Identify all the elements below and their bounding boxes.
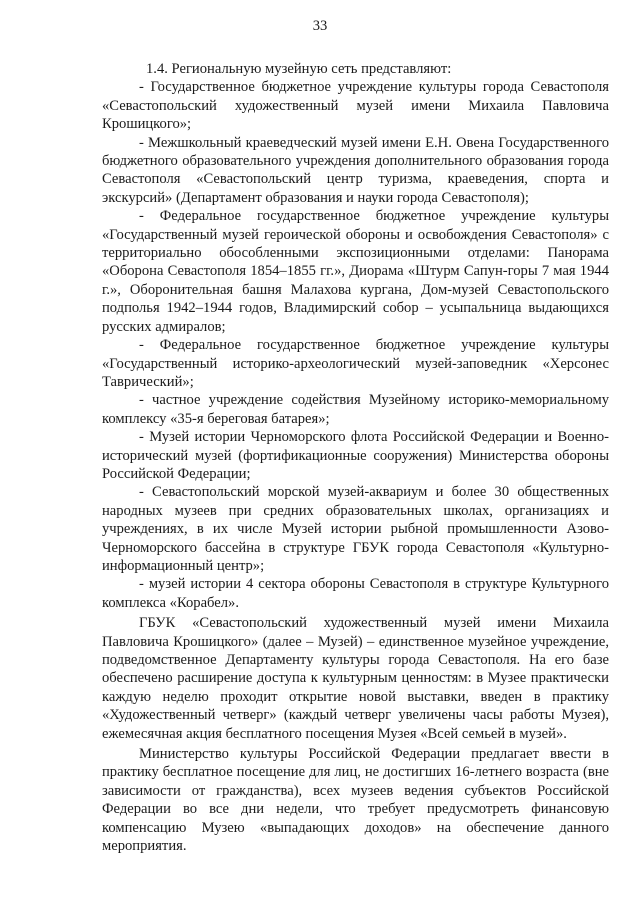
list-item-korabel: - музей истории 4 сектора обороны Севастополя в структуре Культурного комплекса «Корабел». <box>102 576 609 611</box>
list-item-defense-museum: - Федеральное государственное бюджетное учреждение культуры «Государственный музей героической обороны и освобождения Севастополя» с территориально обособленными экспозиционными отделами: Панорама «Оборона Севастополя 1854–1855 гг.», Диорама «Штурм Сапун-горы 7 мая 1944 г.», Оборонительная башня Малахова кургана, Дом-музей Севастопольского подполья 1942–1944 годов, Владимирский собор – усыпальница выдающихся русских адмиралов; <box>102 208 609 335</box>
list-item-35-battery: - частное учреждение содействия Музейному историко-мемориальному комплексу «35-я береговая батарея»; <box>102 392 609 427</box>
paragraph-ministry: Министерство культуры Российской Федерации предлагает ввести в практику бесплатное посещение для лиц, не достигших 16-летнего возраста (вне зависимости от гражданства), всех музеев ведения субъектов Российской Федерации во все дни недели, что требует предусмотреть финансовую компенсацию Музею «выпадающих доходов» на обеспечение данного мероприятия. <box>102 746 609 855</box>
list-item-black-sea-fleet: - Музей истории Черноморского флота Российской Федерации и Военно-исторический музей (фортификационные сооружения) Министерства обороны Российской Федерации; <box>102 429 609 482</box>
section-heading-1-4: 1.4. Региональную музейную сеть представляют: <box>146 61 452 77</box>
page-number: 33 <box>312 18 328 34</box>
document-body <box>102 60 609 855</box>
list-item-art-museum: - Государственное бюджетное учреждение культуры города Севастополя «Севастопольский художественный музей имени Михаила Павловича Крошицкого»; <box>102 79 609 133</box>
paragraph-gbuk: ГБУК «Севастопольский художественный музей имени Михаила Павловича Крошицкого» (далее – Музей) – единственное музейное учреждение, подведомственное Департаменту культуры города Севастополя. На его базе обеспечено расширение доступа к культурным ценностям: в Музее практически каждую неделю проходит открытие новой выставки, введен в практику «Художественный четверг» (каждый четверг увеличены часы работы Музея), ежемесячная акция бесплатного посещения Музея «Всей семьей в музей». <box>102 615 609 742</box>
list-item-chersonesus: - Федеральное государственное бюджетное учреждение культуры «Государственный историко-археологический музей-заповедник «Херсонес Таврический»; <box>102 337 609 390</box>
list-item-aquarium: - Севастопольский морской музей-аквариум и более 30 общественных народных музеев при средних образовательных школах, организациях и учреждениях, в их числе Музей истории рыбной промышленности Азово-Черноморского бассейна в структуре ГБУК города Севастополя «Культурно-информационный центр»; <box>102 484 609 574</box>
list-item-oven-museum: - Межшкольный краеведческий музей имени Е.Н. Овена Государственного бюджетного образовательного учреждения дополнительного образования города Севастополя «Севастопольский центр туризма, краеведения, спорта и экскурсий» (Департамент образования и науки города Севастополя); <box>102 134 609 206</box>
